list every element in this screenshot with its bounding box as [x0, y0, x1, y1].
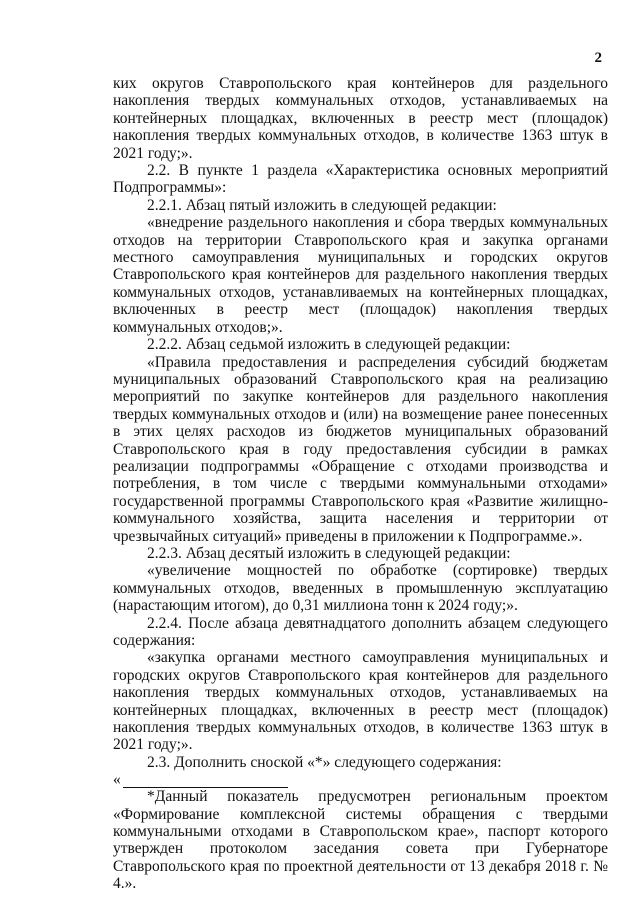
paragraph-2-2-1-text: «внедрение раздельного накопления и сбора твердых коммунальных отходов на территории Ставропольского края и закупка органами местного самоуправления муниципальных и городских округов Ставропольского края контейнеров для раздельного накопления твердых коммунальных отходов, устанавливаемых на контейнерных площадках, включенных в реестр мест (площадок) накопления твердых коммунальных отходов;». — [113, 214, 608, 336]
paragraph-2-2-4: 2.2.4. После абзаца девятнадцатого дополнить абзацем следующего содержания: — [113, 614, 608, 649]
footnote-open-quote: « — [113, 770, 121, 788]
paragraph-2-3: 2.3. Дополнить сноской «*» следующего содержания: — [147, 753, 502, 771]
footnote-text: *Данный показатель предусмотрен региональным проектом «Формирование комплексной системы обращения с твердыми коммунальными отходами в Ставропольском крае», паспорт которого утвержден протоколом заседания совета при Губернаторе Ставропольского края по проектной деятельности от 13 декабря 2018 г. № 4.». — [113, 788, 608, 893]
paragraph-2-2-2: 2.2.2. Абзац седьмой изложить в следующей редакции: — [147, 336, 511, 354]
paragraph-2-2-1: 2.2.1. Абзац пятый изложить в следующей редакции: — [147, 196, 497, 214]
footnote-rule — [123, 775, 288, 788]
paragraph-2-2-4-text: «закупка органами местного самоуправления муниципальных и городских округов Ставропольского края контейнеров для раздельного накопления твердых коммунальных отходов, устанавливаемых на контейнерных площадках, включенных в реестр мест (площадок) накопления твердых коммунальных отходов, в количестве 1363 штук в 2021 году;». — [113, 649, 608, 754]
paragraph-2-2-3: 2.2.3. Абзац десятый изложить в следующей редакции: — [147, 544, 511, 562]
paragraph-2-2: 2.2. В пункте 1 раздела «Характеристика основных мероприятий Подпрограммы»: — [113, 162, 608, 197]
paragraph-2-2-2-text: «Правила предоставления и распределения субсидий бюджетам муниципальных образований Ставропольского края на реализацию мероприятий по закупке контейнеров для раздельного накопления твердых коммунальных отходов и (или) на возмещение ранее понесенных в этих целях расходов из бюджетов муниципальных образований Ставропольского края в году предоставления субсидии в рамках реализации подпрограммы «Обращение с отходами производства и потребления, в том числе с твердыми коммунальными отходами» государственной программы Ставропольского края «Развитие жилищно-коммунального хозяйства, защита населения и территории от чрезвычайных ситуаций» приведены в приложении к Подпрограмме.». — [113, 353, 608, 545]
document-body — [113, 75, 608, 893]
paragraph-2-2-3-text: «увеличение мощностей по обработке (сортировке) твердых коммунальных отходов, введенных в промышленную эксплуатацию (нарастающим итогом), до 0,31 миллиона тонн к 2024 году;». — [113, 562, 608, 615]
page-number: 2 — [594, 50, 602, 66]
footnote-separator — [113, 771, 608, 788]
paragraph-continuation: ких округов Ставропольского края контейнеров для раздельного накопления твердых коммунальных отходов, устанавливаемых на контейнерных площадках, включенных в реестр мест (площадок) накопления твердых коммунальных отходов, в количестве 1363 штук в 2021 году;». — [113, 75, 608, 162]
footnote-block — [113, 771, 608, 892]
